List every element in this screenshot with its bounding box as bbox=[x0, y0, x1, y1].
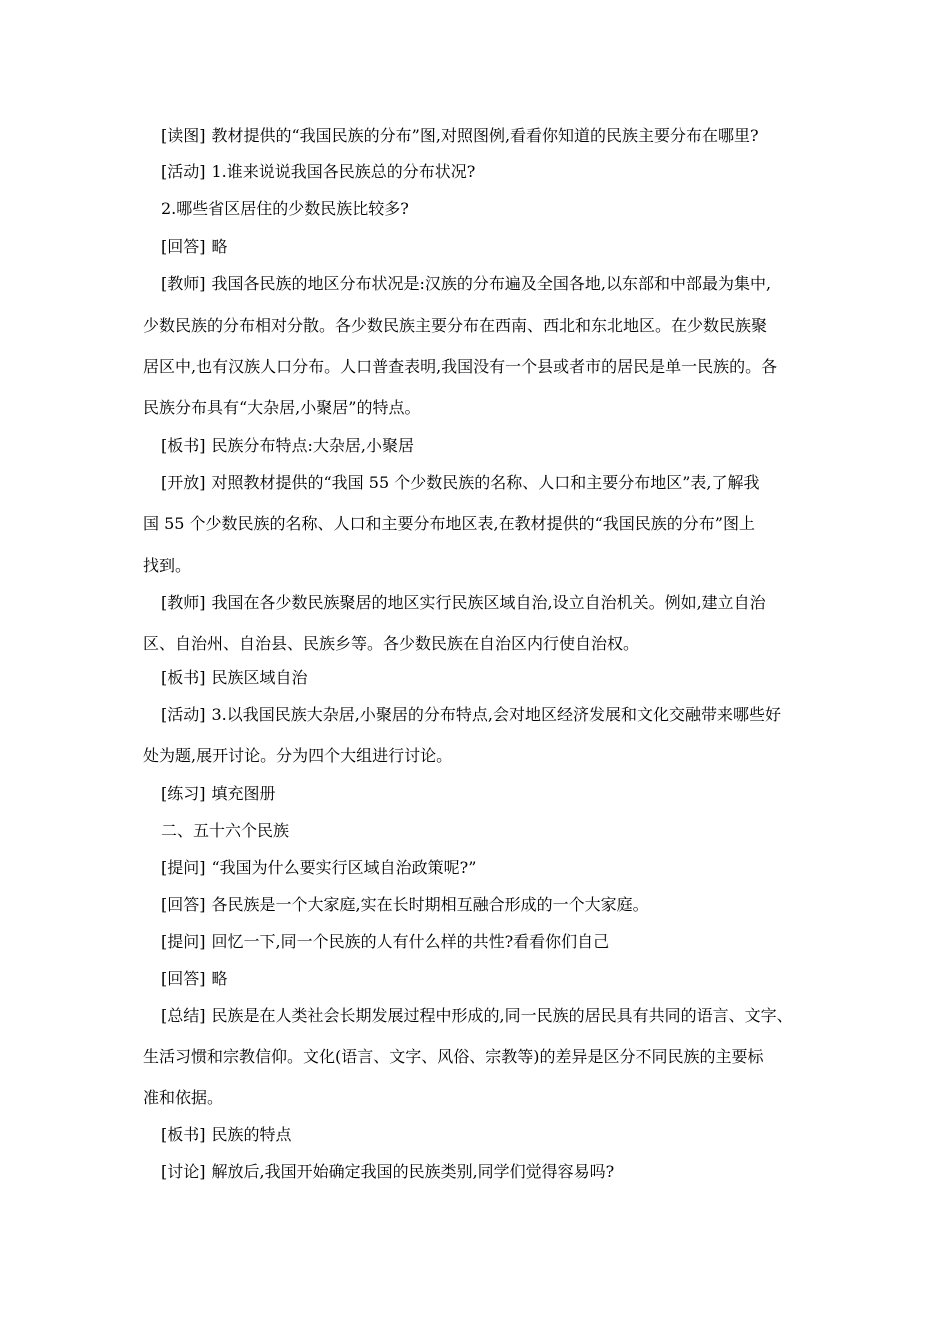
line-text: “我国为什么要实行区域自治政策呢?” bbox=[211, 858, 477, 877]
text-line bbox=[161, 821, 289, 841]
text-line bbox=[161, 858, 476, 878]
line-text: 3.以我国民族大杂居,小聚居的分布特点,会对地区经济发展和文化交融带来哪些好 bbox=[211, 705, 781, 724]
line-text: 生活习惯和宗教信仰。文化(语言、文字、风俗、宗教等)的差异是区分不同民族的主要标 bbox=[143, 1047, 764, 1066]
text-line bbox=[161, 274, 771, 294]
text-line bbox=[161, 784, 276, 804]
line-text: 回忆一下,同一个民族的人有什么样的共性?看看你们自己 bbox=[211, 932, 610, 951]
text-line bbox=[161, 237, 228, 257]
line-text: 准和依据。 bbox=[143, 1088, 224, 1107]
line-text: 对照教材提供的“我国 55 个少数民族的名称、人口和主要分布地区”表,了解我 bbox=[211, 473, 760, 492]
line-text: 略 bbox=[211, 969, 228, 988]
line-text: 找到。 bbox=[143, 556, 192, 575]
text-line bbox=[143, 634, 639, 654]
line-tag: [练习] bbox=[161, 784, 206, 803]
text-line bbox=[161, 436, 414, 456]
line-text: 略 bbox=[211, 237, 228, 256]
line-tag: [板书] bbox=[161, 668, 206, 687]
text-line bbox=[161, 126, 759, 146]
text-line bbox=[161, 162, 475, 182]
line-text: 解放后,我国开始确定我国的民族类别,同学们觉得容易吗? bbox=[211, 1162, 615, 1181]
line-tag: [活动] bbox=[161, 705, 206, 724]
line-tag: [回答] bbox=[161, 969, 206, 988]
line-text: 民族分布具有“大杂居,小聚居”的特点。 bbox=[143, 398, 421, 417]
line-text: 国 55 个少数民族的名称、人口和主要分布地区表,在教材提供的“我国民族的分布”图上 bbox=[143, 514, 755, 533]
line-text: 区、自治州、自治县、民族乡等。各少数民族在自治区内行使自治权。 bbox=[143, 634, 640, 653]
text-line bbox=[143, 398, 420, 418]
text-line bbox=[143, 1088, 223, 1108]
line-tag: [板书] bbox=[161, 1125, 206, 1144]
line-tag: [回答] bbox=[161, 895, 206, 914]
line-text: 民族是在人类社会长期发展过程中形成的,同一民族的居民具有共同的语言、文字、 bbox=[211, 1006, 793, 1025]
text-line bbox=[143, 1047, 764, 1067]
text-line bbox=[161, 1125, 292, 1145]
line-tag: [提问] bbox=[161, 858, 206, 877]
text-line bbox=[143, 556, 191, 576]
line-text: 民族的特点 bbox=[211, 1125, 292, 1144]
text-line bbox=[143, 746, 452, 766]
line-text: 我国在各少数民族聚居的地区实行民族区域自治,设立自治机关。例如,建立自治 bbox=[211, 593, 766, 612]
text-line bbox=[161, 969, 228, 989]
line-tag: [板书] bbox=[161, 436, 206, 455]
line-tag: [讨论] bbox=[161, 1162, 206, 1181]
line-text: 2.哪些省区居住的少数民族比较多? bbox=[161, 199, 409, 218]
line-tag: [读图] bbox=[161, 126, 206, 145]
line-tag: [回答] bbox=[161, 237, 206, 256]
line-tag: [开放] bbox=[161, 473, 206, 492]
line-text: 二、五十六个民族 bbox=[161, 821, 290, 840]
line-text: 填充图册 bbox=[211, 784, 276, 803]
text-line bbox=[161, 1006, 793, 1026]
text-line bbox=[143, 357, 777, 377]
line-tag: [总结] bbox=[161, 1006, 206, 1025]
line-text: 民族区域自治 bbox=[211, 668, 308, 687]
text-line bbox=[161, 199, 409, 219]
line-tag: [教师] bbox=[161, 593, 206, 612]
line-tag: [活动] bbox=[161, 162, 206, 181]
line-text: 各民族是一个大家庭,实在长时期相互融合形成的一个大家庭。 bbox=[211, 895, 649, 914]
text-line bbox=[143, 514, 755, 534]
line-text: 民族分布特点:大杂居,小聚居 bbox=[211, 436, 414, 455]
text-line bbox=[161, 593, 766, 613]
line-text: 1.谁来说说我国各民族总的分布状况? bbox=[211, 162, 476, 181]
line-text: 处为题,展开讨论。分为四个大组进行讨论。 bbox=[143, 746, 453, 765]
text-line bbox=[143, 316, 767, 336]
text-line bbox=[161, 1162, 614, 1182]
line-tag: [教师] bbox=[161, 274, 206, 293]
text-line bbox=[161, 473, 759, 493]
line-text: 居区中,也有汉族人口分布。人口普查表明,我国没有一个县或者市的居民是单一民族的。各 bbox=[143, 357, 778, 376]
text-line bbox=[161, 932, 609, 952]
line-text: 教材提供的“我国民族的分布”图,对照图例,看看你知道的民族主要分布在哪里? bbox=[211, 126, 759, 145]
text-line bbox=[161, 895, 649, 915]
text-line bbox=[161, 705, 781, 725]
text-line bbox=[161, 668, 308, 688]
line-text: 我国各民族的地区分布状况是:汉族的分布遍及全国各地,以东部和中部最为集中, bbox=[211, 274, 772, 293]
line-tag: [提问] bbox=[161, 932, 206, 951]
line-text: 少数民族的分布相对分散。各少数民族主要分布在西南、西北和东北地区。在少数民族聚 bbox=[143, 316, 768, 335]
